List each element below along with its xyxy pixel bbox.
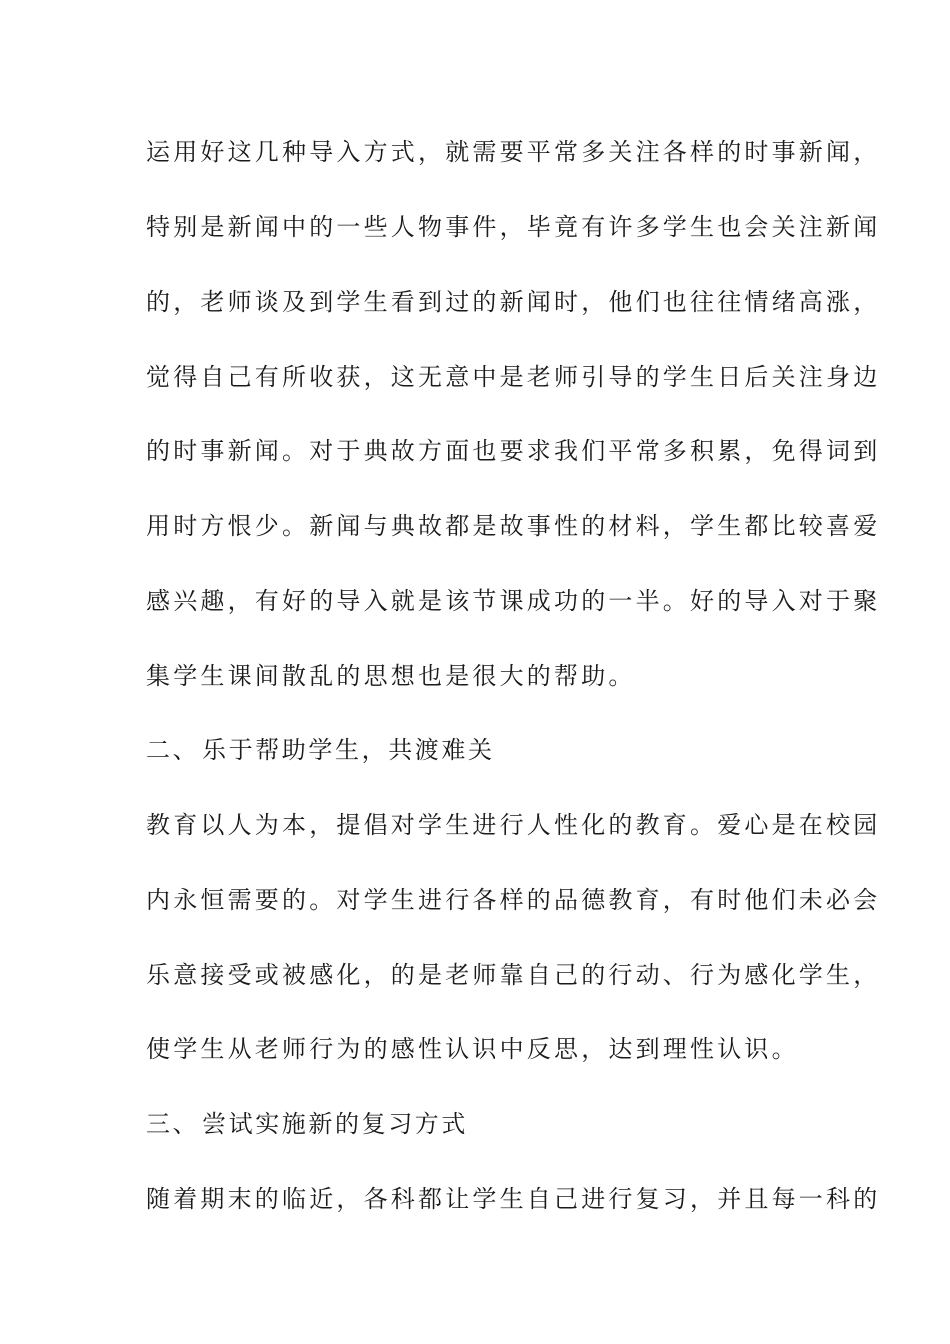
paragraph-line: 随着期末的临近，各科都让学生自己进行复习，并且每一科的 (146, 1185, 881, 1213)
section-title: 乐于帮助学生，共渡难关 (202, 736, 495, 764)
paragraph-line: 感兴趣，有好的导入就是该节课成功的一半。好的导入对于聚 (146, 587, 881, 615)
paragraph-line: 集学生课间散乱的思想也是很大的帮助。 (146, 662, 636, 690)
paragraph-line: 的时事新闻。对于典故方面也要求我们平常多积累，免得词到 (146, 437, 881, 465)
paragraph-line: 觉得自己有所收获，这无意中是老师引导的学生日后关注身边 (146, 363, 881, 391)
paragraph-line: 的，老师谈及到学生看到过的新闻时，他们也往往情绪高涨， (146, 288, 881, 316)
paragraph-line: 特别是新闻中的一些人物事件，毕竟有许多学生也会关注新闻 (146, 213, 881, 241)
paragraph-line: 教育以人为本，提倡对学生进行人性化的教育。爱心是在校园 (146, 811, 881, 839)
paragraph-line: 运用好这几种导入方式，就需要平常多关注各样的时事新闻， (146, 138, 881, 166)
paragraph-line: 乐意接受或被感化，的是老师靠自己的行动、行为感化学生， (146, 961, 881, 989)
paragraph-line: 使学生从老师行为的感性认识中反思，达到理性认识。 (146, 1035, 799, 1063)
section-number: 三、 (146, 1110, 200, 1138)
section-number: 二、 (146, 736, 200, 764)
paragraph-line: 用时方恨少。新闻与典故都是故事性的材料，学生都比较喜爱 (146, 512, 881, 540)
paragraph-line: 内永恒需要的。对学生进行各样的品德教育，有时他们未必会 (146, 886, 881, 914)
section-title: 尝试实施新的复习方式 (202, 1110, 468, 1138)
section-heading (146, 735, 816, 765)
section-heading (146, 1109, 816, 1139)
